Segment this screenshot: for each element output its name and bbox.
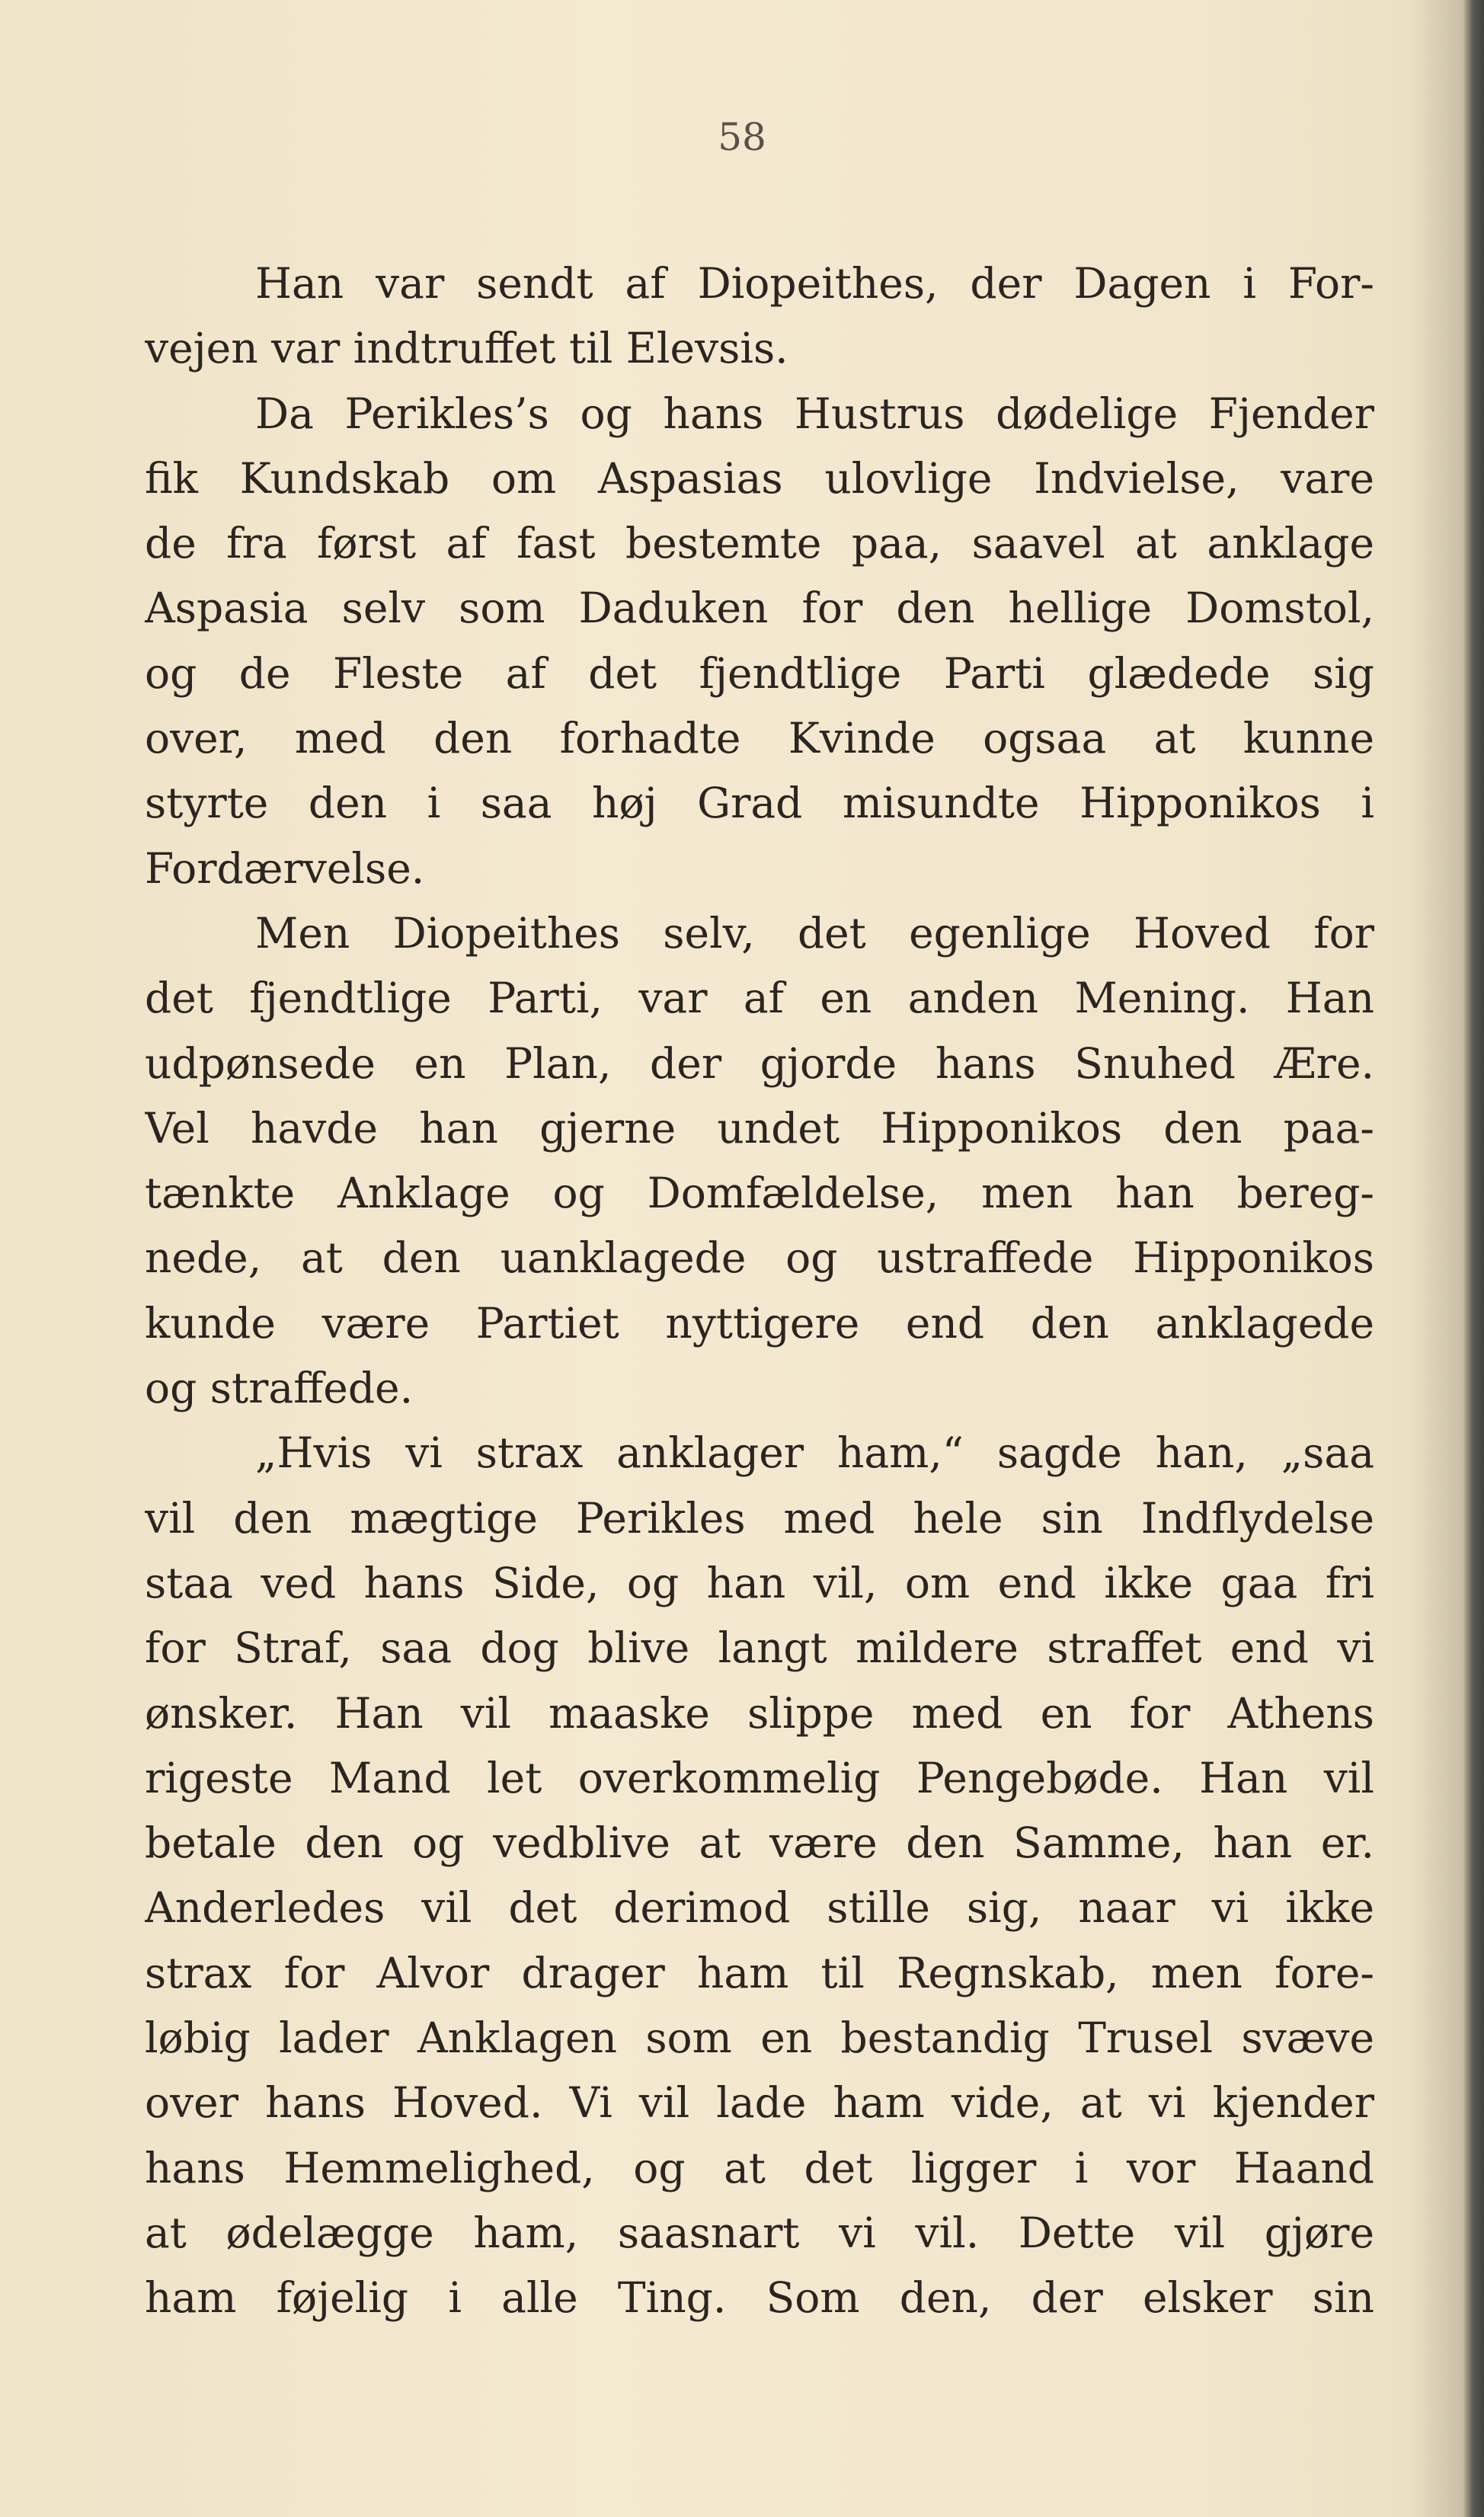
text-line: de fra først af fast bestemte paa, saavel at anklage [145,519,1374,568]
text-line: kunde være Partiet nyttigere end den anklagede [145,1298,1374,1348]
text-line: løbig lader Anklagen som en bestandig Trusel svæve [145,2013,1374,2063]
text-line: over, med den forhadte Kvinde ogsaa at kunne [145,714,1374,763]
text-line: og de Fleste af det fjendtlige Parti glædede sig [145,648,1374,698]
text-line: betale den og vedblive at være den Samme, han er. [145,1818,1374,1868]
text-line: vil den mægtige Perikles med hele sin Indflydelse [145,1493,1374,1543]
text-line: udpønsede en Plan, der gjorde hans Snuhed Ære. [145,1038,1374,1088]
text-line: fik Kundskab om Aspasias ulovlige Indvielse, vare [145,453,1374,503]
text-line: Fordærvelse. [145,843,425,893]
text-line: Han var sendt af Diopeithes, der Dagen i For- [255,259,1374,308]
text-line: hans Hemmelighed, og at det ligger i vor Haand [145,2143,1374,2192]
text-line: nede, at den uanklagede og ustraffede Hipponikos [145,1233,1374,1283]
text-line: for Straf, saa dog blive langt mildere straffet end vi [145,1623,1374,1673]
text-line: ham føjelig i alle Ting. Som den, der elsker sin [145,2273,1374,2323]
text-line: ønsker. Han vil maaske slippe med en for Athens [145,1688,1374,1738]
text-line: staa ved hans Side, og han vil, om end ikke gaa fri [145,1558,1374,1607]
text-line: at ødelægge ham, saasnart vi vil. Dette vil gjøre [145,2208,1374,2257]
body-text [145,251,1374,2331]
text-line: rigeste Mand let overkommelig Pengebøde. Han vil [145,1753,1374,1802]
text-line: vejen var indtruffet til Elevsis. [145,324,788,373]
text-line: og straffede. [145,1364,414,1413]
text-line: Aspasia selv som Daduken for den hellige Domstol, [145,584,1374,633]
text-line: Vel havde han gjerne undet Hipponikos den paa- [145,1103,1374,1153]
text-line: „Hvis vi strax anklager ham,“ sagde han, „saa [255,1428,1374,1478]
text-line: over hans Hoved. Vi vil lade ham vide, at vi kjender [145,2078,1374,2128]
text-line: det fjendtlige Parti, var af en anden Mening. Han [145,974,1374,1023]
text-line: styrte den i saa høj Grad misundte Hipponikos i [145,779,1374,828]
text-line: tænkte Anklage og Domfældelse, men han bereg- [145,1169,1374,1218]
text-line: strax for Alvor drager ham til Regnskab, men fore- [145,1948,1374,1997]
text-line: Da Perikles’s og hans Hustrus dødelige Fjender [255,389,1374,438]
text-line: Anderledes vil det derimod stille sig, naar vi ikke [145,1883,1374,1933]
page-edge-shadow [1464,0,1484,2517]
page-number: 58 [718,115,766,159]
text-line: Men Diopeithes selv, det egenlige Hoved for [255,908,1374,958]
